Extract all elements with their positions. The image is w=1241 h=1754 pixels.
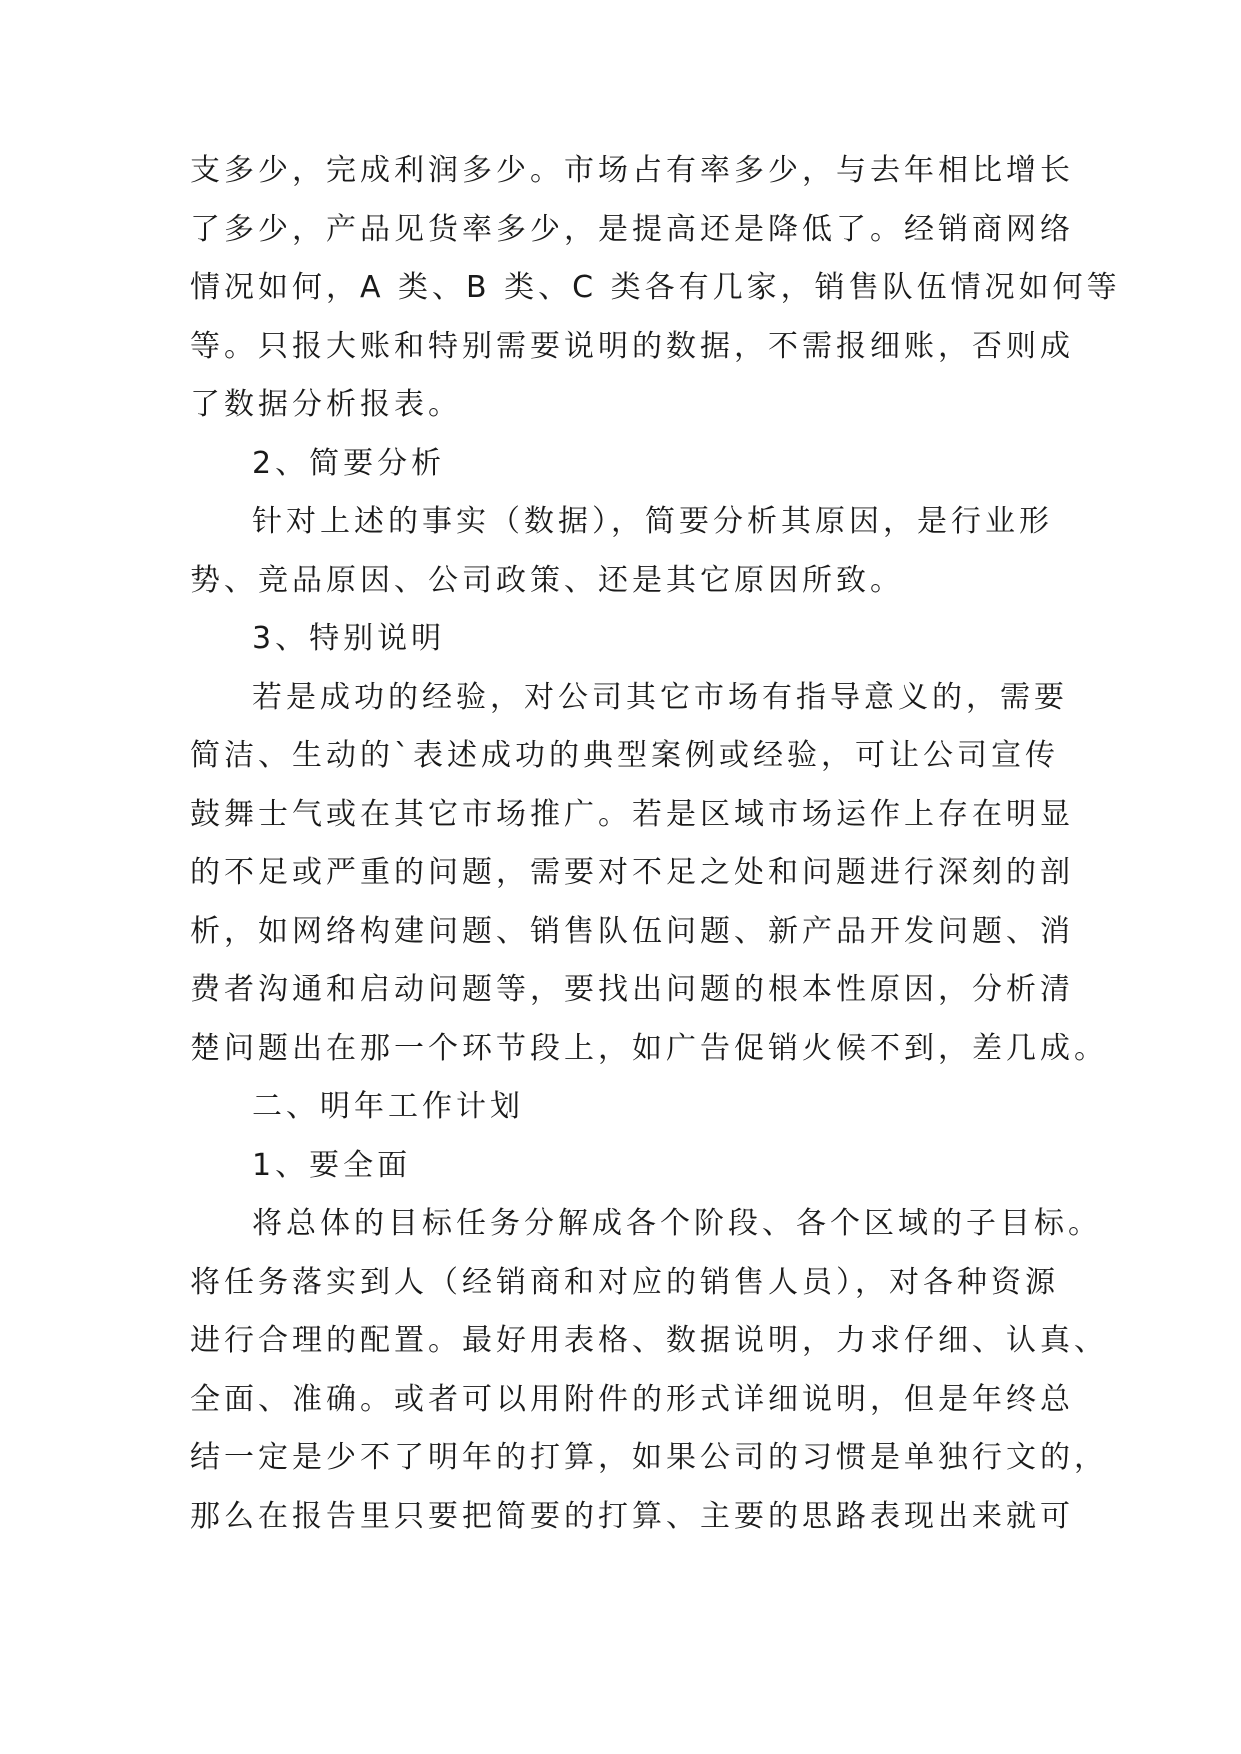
text-line: 进行合理的配置。最好用表格、数据说明，力求仔细、认真、 [190,1323,1108,1358]
text-line: 费者沟通和启动问题等，要找出问题的根本性原因，分析清 [190,972,1074,1007]
text-line: 二、明年工作计划 [252,1089,524,1124]
text-line: 全面、准确。或者可以用附件的形式详细说明，但是年终总 [190,1381,1074,1417]
text-line: 等。只报大账和特别需要说明的数据，不需报细账，否则成 [190,328,1074,364]
text-line: 了数据分析报表。 [190,387,462,422]
text-line: 了多少，产品见货率多少，是提高还是降低了。经销商网络 [190,211,1074,247]
text-line: 楚问题出在那一个环节段上，如广告促销火候不到，差几成。 [190,1030,1108,1066]
text-line: 支多少，完成利润多少。市场占有率多少，与去年相比增长 [190,153,1074,188]
text-line: 1、要全面 [252,1147,412,1183]
text-line: 鼓舞士气或在其它市场推广。若是区域市场运作上存在明显 [190,796,1074,832]
text-line: 简洁、生动的`表述成功的典型案例或经验，可让公司宣传 [190,738,1059,773]
text-line: 将任务落实到人（经销商和对应的销售人员），对各种资源 [190,1264,1059,1300]
text-line: 针对上述的事实（数据），简要分析其原因，是行业形 [252,504,1053,539]
text-line: 那么在报告里只要把简要的打算、主要的思路表现出来就可 [190,1498,1074,1534]
text-line: 3、特别说明 [252,621,446,656]
document-body [190,142,1121,1546]
text-line: 若是成功的经验，对公司其它市场有指导意义的，需要 [252,679,1068,715]
text-line: 情况如何，A 类、B 类、C 类各有几家，销售队伍情况如何等 [190,270,1121,305]
text-line: 结一定是少不了明年的打算，如果公司的习惯是单独行文的， [190,1440,1108,1475]
text-line: 将总体的目标任务分解成各个阶段、各个区域的子目标。 [252,1206,1102,1241]
text-line: 析，如网络构建问题、销售队伍问题、新产品开发问题、消 [190,913,1074,949]
text-line: 2、简要分析 [252,445,446,481]
text-line: 的不足或严重的问题，需要对不足之处和问题进行深刻的剖 [190,855,1074,890]
text-line: 势、竞品原因、公司政策、还是其它原因所致。 [190,562,904,598]
